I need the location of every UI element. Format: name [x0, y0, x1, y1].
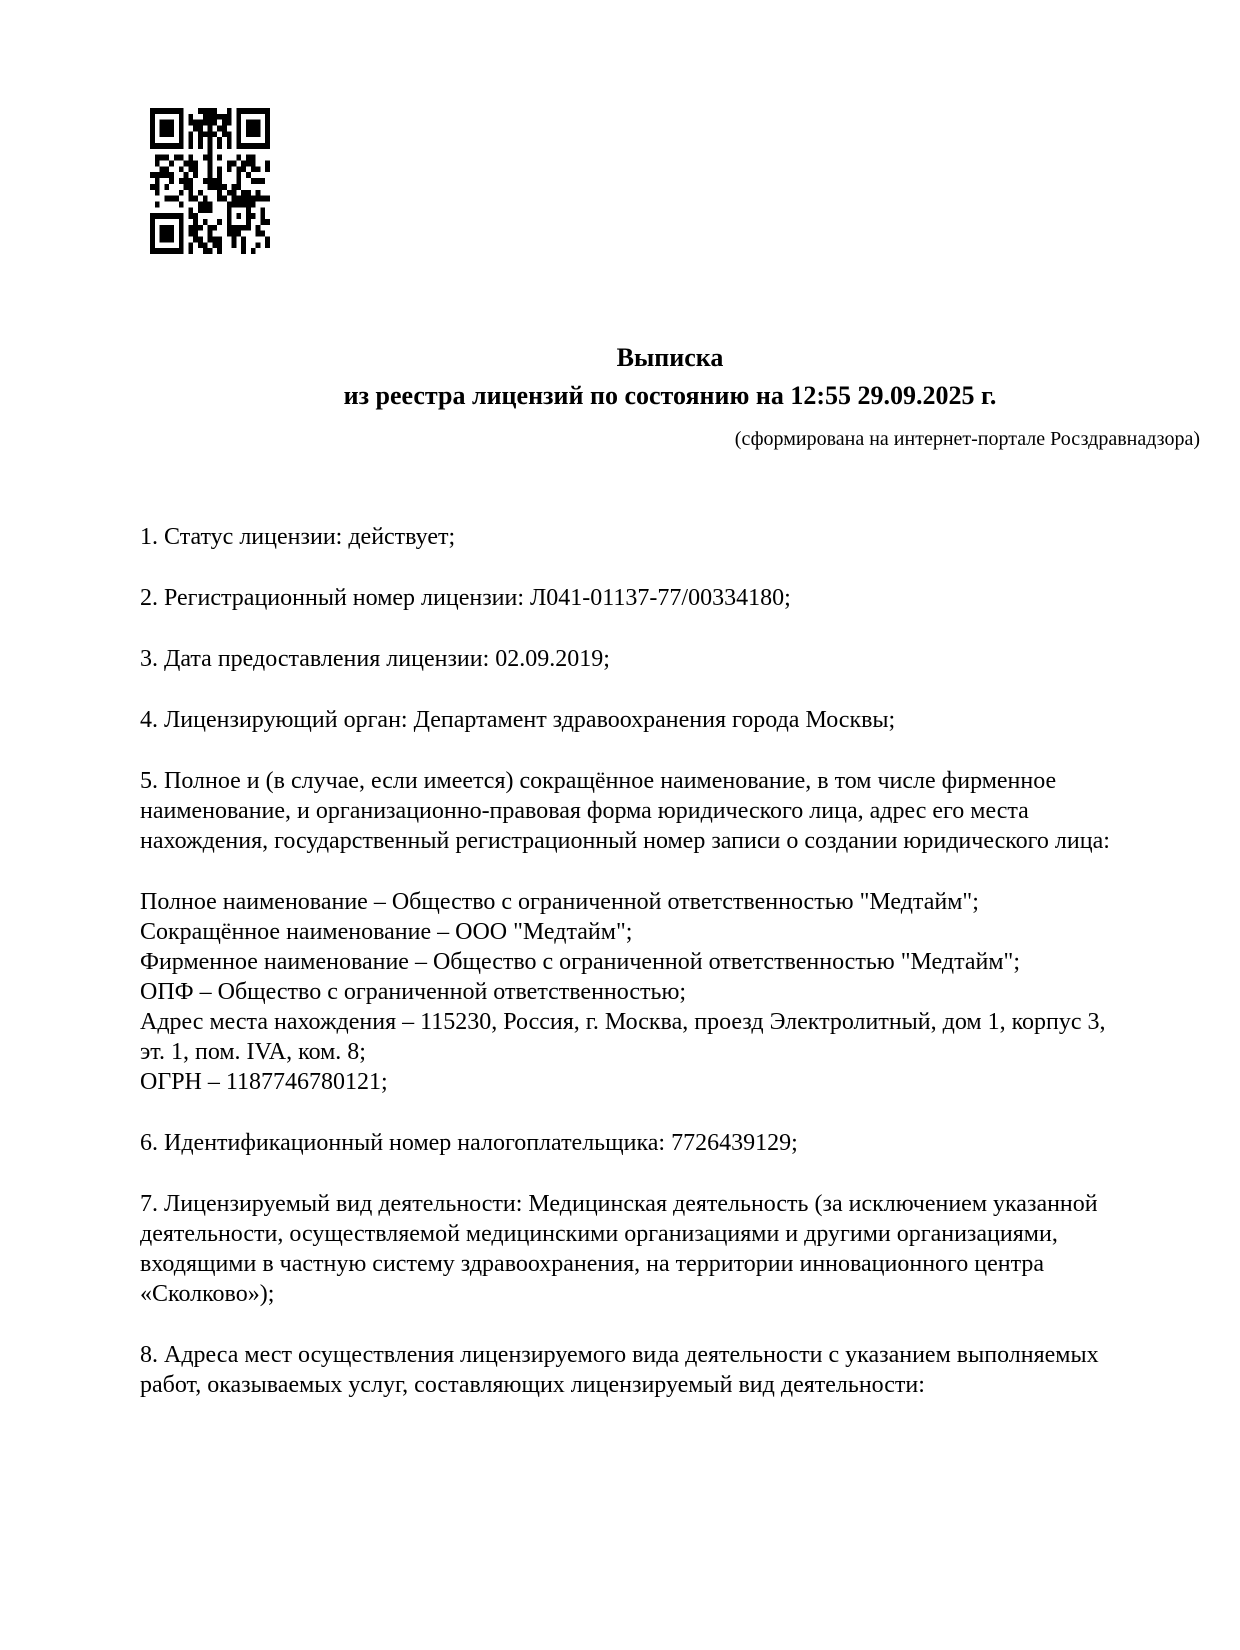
qr-code: [150, 108, 270, 254]
text-line: эт. 1, пом. IVA, ком. 8;: [140, 1039, 366, 1065]
text-line: Сокращённое наименование – ООО "Медтайм";: [140, 919, 633, 945]
text-line: Адрес места нахождения – 115230, Россия, г. Москва, проезд Электролитный, дом 1, корпус 3,: [140, 1009, 1106, 1035]
text-line: наименование, и организационно-правовая форма юридического лица, адрес его места: [140, 798, 1029, 824]
text-line: входящими в частную систему здравоохранения, на территории инновационного центра: [140, 1251, 1045, 1277]
item-1-license-status: [140, 522, 1200, 552]
text-line: нахождения, государственный регистрационный номер записи о создании юридического лица:: [140, 828, 1110, 854]
text-line: Полное наименование – Общество с ограниченной ответственностью "Медтайм";: [140, 889, 979, 915]
document-subtitle: (сформирована на интернет-портале Росздравнадзора): [734, 428, 1200, 450]
text-line: работ, оказываемых услуг, составляющих лицензируемый вид деятельности:: [140, 1372, 925, 1398]
document-body: [140, 522, 1200, 1400]
title-line-2: из реестра лицензий по состоянию на 12:55 29.09.2025 г.: [343, 381, 997, 410]
title-line-1: Выписка: [616, 343, 724, 372]
text-line: ОПФ – Общество с ограниченной ответственностью;: [140, 979, 687, 1005]
text-line: 3. Дата предоставления лицензии: 02.09.2019;: [140, 646, 610, 672]
text-line: ОГРН – 1187746780121;: [140, 1069, 388, 1095]
text-line: 7. Лицензируемый вид деятельности: Медицинская деятельность (за исключением указанной: [140, 1191, 1098, 1217]
text-line: 1. Статус лицензии: действует;: [140, 524, 456, 550]
text-line: 5. Полное и (в случае, если имеется) сокращённое наименование, в том числе фирменное: [140, 768, 1057, 794]
qr-code-image: [150, 108, 270, 254]
document-title: [140, 339, 1200, 415]
item-4-licensing-authority: [140, 705, 1200, 735]
entity-details: [140, 887, 1200, 1097]
item-7-licensed-activity: [140, 1189, 1200, 1309]
item-8-activity-addresses: [140, 1340, 1200, 1400]
document-content: [140, 339, 1200, 1400]
item-5-entity-heading: [140, 766, 1200, 856]
text-line: Фирменное наименование – Общество с ограниченной ответственностью "Медтайм";: [140, 949, 1020, 975]
text-line: 2. Регистрационный номер лицензии: Л041-01137-77/00334180;: [140, 585, 791, 611]
text-line: 8. Адреса мест осуществления лицензируемого вида деятельности с указанием выполняемых: [140, 1342, 1099, 1368]
text-line: деятельности, осуществляемой медицинскими организациями и другими организациями,: [140, 1221, 1058, 1247]
item-2-registration-number: [140, 583, 1200, 613]
item-3-grant-date: [140, 644, 1200, 674]
text-line: «Сколково»);: [140, 1281, 275, 1307]
item-6-inn: [140, 1128, 1200, 1158]
text-line: 4. Лицензирующий орган: Департамент здравоохранения города Москвы;: [140, 707, 896, 733]
text-line: 6. Идентификационный номер налогоплательщика: 7726439129;: [140, 1130, 798, 1156]
